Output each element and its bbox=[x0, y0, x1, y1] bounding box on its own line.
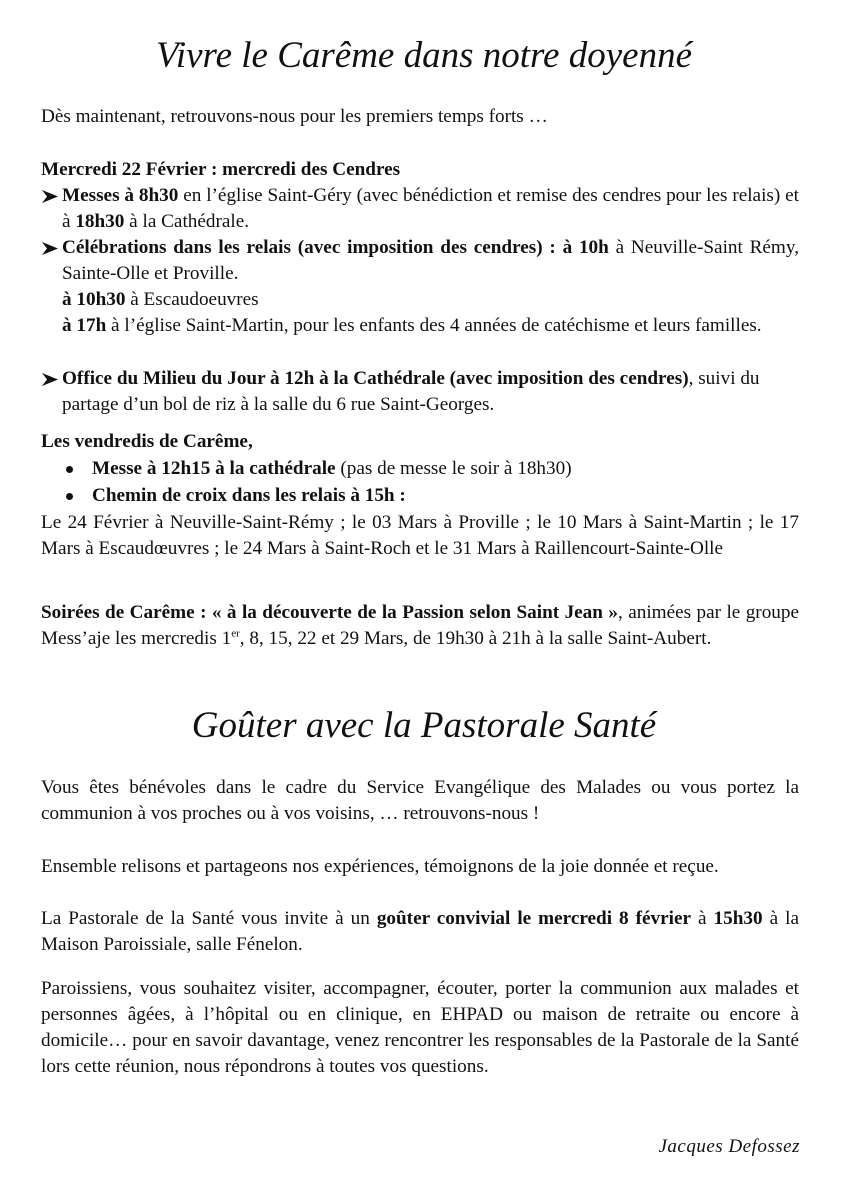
arrowhead-icon bbox=[41, 189, 59, 204]
list-item-midday-office bbox=[41, 366, 799, 418]
health-para-invitation: La Pastorale de la Santé vous invite à un goûter convivial le mercredi 8 février à 15h30 à la Maison Paroissiale, salle Fénelon. bbox=[41, 908, 799, 955]
bullet-item-way-of-cross: Chemin de croix dans les relais à 15h : bbox=[62, 483, 406, 509]
ash-wednesday-heading-text: Mercredi 22 Février : mercredi des Cendres bbox=[41, 159, 401, 180]
list-item-masses-text: Messes à 8h30 en l’église Saint-Géry (avec bénédiction et remise des cendres pour les relais) et à 18h30 à la Cathédrale. bbox=[62, 185, 799, 232]
ash-wednesday-heading bbox=[41, 157, 799, 183]
bullet-item-mass: Messe à 12h15 à la cathédrale (pas de messe le soir à 18h30) bbox=[62, 456, 572, 482]
arrowhead-icon bbox=[41, 372, 59, 387]
lent-intro: Dès maintenant, retrouvons-nous pour les premiers temps forts … bbox=[41, 106, 548, 127]
health-para-share: Ensemble relisons et partageons nos expériences, témoignons de la joie donnée et reçue. bbox=[41, 856, 719, 877]
signature: Jacques Defossez bbox=[658, 1136, 800, 1157]
bullet-dot-icon bbox=[66, 493, 73, 500]
health-para-parishioners: Paroissiens, vous souhaitez visiter, accompagner, écouter, porter la communion aux malades et personnes âgées, à l’hôpital ou en clinique, en EHPAD ou maison de retraite ou encore à domicile… pour en savoir davantage, venez rencontrer les responsables de la Pastorale de la Santé lors cette réunion, nous répondrons à toutes vos questions. bbox=[41, 978, 799, 1077]
list-item-midday-office-text: Office du Milieu du Jour à 12h à la Cathédrale (avec imposition des cendres), suivi du partage d’un bol de riz à la salle du 6 rue Saint-Georges. bbox=[62, 368, 760, 415]
list-item-relay-celebrations bbox=[41, 235, 799, 339]
list-item-relay-celebrations-text: Célébrations dans les relais (avec imposition des cendres) : à 10h à Neuville-Saint Rémy, Sainte-Olle et Proville. à 10h30 à Escaudoeuvres à 17h à l’église Saint-Martin, pour les enfants des 4 années de catéchisme et leurs familles. bbox=[62, 237, 799, 336]
fridays-heading: Les vendredis de Carême, bbox=[41, 431, 253, 452]
health-section-title: Goûter avec la Pastorale Santé bbox=[191, 705, 657, 746]
lent-evenings: Soirées de Carême : « à la découverte de la Passion selon Saint Jean », animées par le groupe Mess’aje les mercredis 1er, 8, 15, 22 et 29 Mars, de 19h30 à 21h à la salle Saint-Aubert. bbox=[41, 602, 799, 649]
health-para-volunteers: Vous êtes bénévoles dans le cadre du Service Evangélique des Malades ou vous portez la communion à vos proches ou à vos voisins, … retrouvons-nous ! bbox=[41, 777, 799, 824]
list-item-masses bbox=[41, 183, 799, 235]
arrowhead-icon bbox=[41, 241, 59, 256]
bullet-dot-icon bbox=[66, 466, 73, 473]
stations-schedule: Le 24 Février à Neuville-Saint-Rémy ; le 03 Mars à Proville ; le 10 Mars à Saint-Martin ; le 17 Mars à Escaudœuvres ; le 24 Mars à Saint-Roch et le 31 Mars à Raillencourt-Sainte-Olle bbox=[41, 512, 799, 559]
lent-section-title: Vivre le Carême dans notre doyenné bbox=[156, 35, 692, 76]
